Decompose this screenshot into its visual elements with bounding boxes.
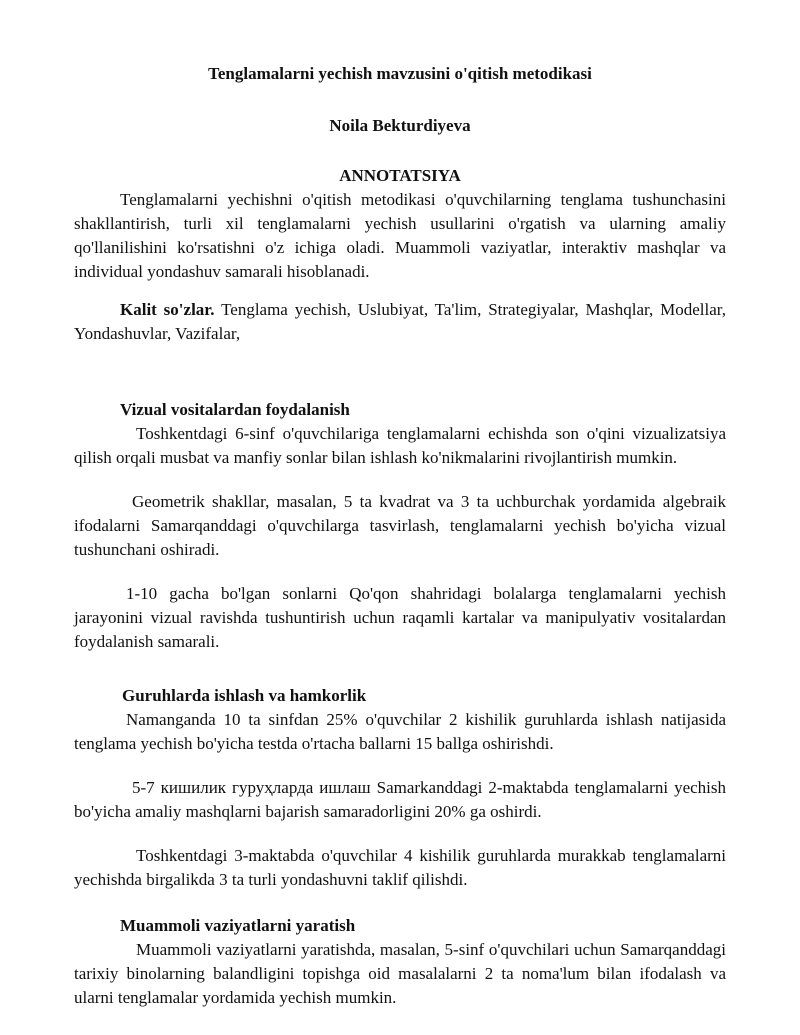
annotation-paragraph: Tenglamalarni yechishni o'qitish metodikasi o'quvchilarning tenglama tushunchasini shakllantirish, turli xil tenglamalarni yechish usullarini o'rgatish va ularning amaliy qo'llanilishini ko'rsatishni o'z ichiga oladi. Muammoli vaziyatlar, interaktiv mashqlar va individual yondashuv samarali hisoblanadi.: [74, 190, 726, 281]
paragraph: Namanganda 10 ta sinfdan 25% o'quvchilar 2 kishilik guruhlarda ishlash natijasida tenglama yechish bo'yicha testda o'rtacha ballarni 15 ballga oshirishdi.: [74, 710, 726, 753]
author-name: Noila Bekturdiyeva: [329, 116, 471, 135]
paragraph: Muammoli vaziyatlarni yaratishda, masalan, 5-sinf o'quvchilari uchun Samarqanddagi tarixiy binolarning balandligini topishga oid masalalarni 2 ta noma'lum bilan ifodalash va ularni tenglamalar yordamida yechish mumkin.: [74, 940, 726, 1007]
keywords-paragraph: [74, 298, 726, 346]
document-page: [74, 60, 726, 1010]
annotation-heading: ANNOTATSIYA: [339, 166, 461, 185]
paragraph: Geometrik shakllar, masalan, 5 ta kvadrat va 3 ta uchburchak yordamida algebraik ifodalarni Samarqanddagi o'quvchilarga tasvirlash, tenglamalarni yechish bo'yicha vizual tushunchani oshiradi.: [74, 492, 726, 559]
section-heading-visual-tools: Vizual vositalardan foydalanish: [120, 400, 350, 419]
paragraph: Toshkentdagi 3-maktabda o'quvchilar 4 kishilik guruhlarda murakkab tenglamalarni yechishda birgalikda 3 ta turli yondashuvni taklif qilishdi.: [74, 846, 726, 889]
paragraph: 5-7 кишилик гуруҳларда ишлаш Samarkanddagi 2-maktabda tenglamalarni yechish bo'yicha amaliy mashqlarni bajarish samaradorligini 20% ga oshirdi.: [74, 778, 726, 821]
section-heading-problem-situations: Muammoli vaziyatlarni yaratish: [120, 916, 356, 935]
paragraph: Toshkentdagi 6-sinf o'quvchilariga tenglamalarni echishda son o'qini vizualizatsiya qilish orqali musbat va manfiy sonlar bilan ishlash ko'nikmalarini rivojlantirish mumkin.: [74, 424, 726, 467]
section-heading-group-work: Guruhlarda ishlash va hamkorlik: [122, 686, 367, 705]
keywords-list: Tenglama yechish, Uslubiyat, Ta'lim, Strategiyalar, Mashqlar, Modellar, Yondashuvlar, Vazifalar,: [74, 300, 726, 343]
keywords-label: Kalit so'zlar.: [120, 300, 215, 319]
document-title: Tenglamalarni yechish mavzusini o'qitish metodikasi: [208, 64, 592, 83]
paragraph: 1-10 gacha bo'lgan sonlarni Qo'qon shahridagi bolalarga tenglamalarni yechish jarayonini vizual ravishda tushuntirish uchun raqamli kartalar va manipulyativ vositalardan foydalanish samarali.: [74, 584, 726, 651]
